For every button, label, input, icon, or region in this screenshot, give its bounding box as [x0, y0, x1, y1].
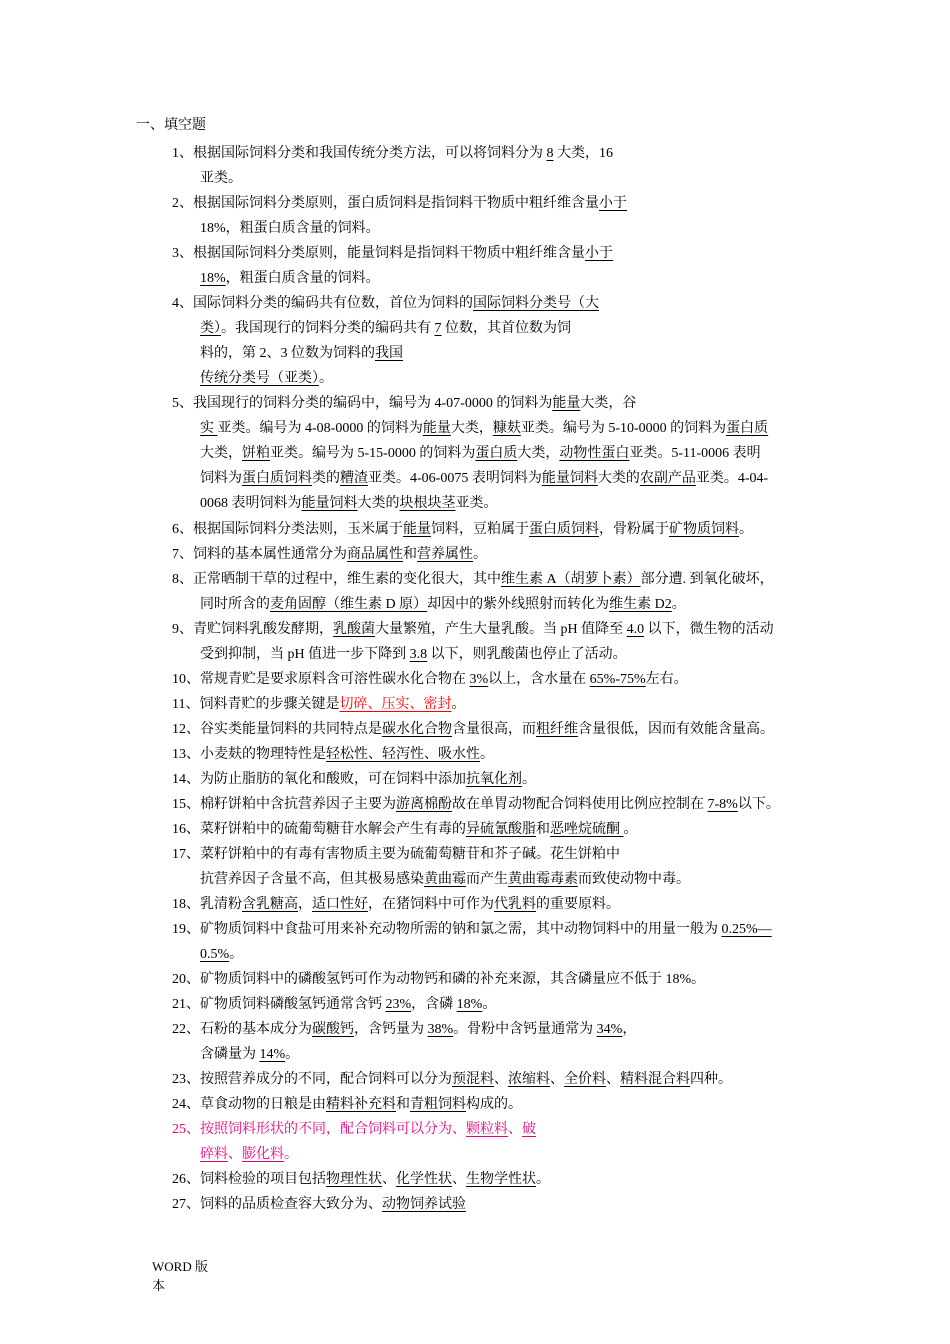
- question-text: 四种。: [690, 1072, 732, 1087]
- question-text: 亚类。编号为 5-15-0000 的饲料为: [270, 446, 476, 461]
- answer-blank: 维生素 D2: [609, 597, 672, 612]
- answer-blank: 国际饲料分类号（大: [473, 296, 599, 311]
- question-text: 、: [228, 1147, 242, 1162]
- question-line: [172, 592, 822, 617]
- question-item: [172, 1067, 822, 1092]
- answer-blank: 能量: [552, 396, 581, 411]
- question-item: [172, 767, 822, 792]
- question-line: [172, 341, 822, 366]
- question-line: [172, 767, 822, 792]
- question-line: [172, 166, 822, 191]
- question-text: 构成的。: [466, 1097, 522, 1112]
- question-text: 大类的: [597, 471, 640, 486]
- answer-blank: 动物性蛋白: [559, 446, 630, 461]
- question-text: 和: [396, 1097, 410, 1112]
- question-text: 21、矿物质饲料磷酸氢钙通常含钙: [172, 997, 386, 1012]
- question-text: ，骨粉属于: [599, 522, 669, 537]
- question-text: 。: [473, 547, 487, 562]
- answer-blank: 浓缩料: [508, 1072, 550, 1087]
- answer-blank: 适口性好: [312, 897, 368, 912]
- question-text: 亚类。编号为 5-10-0000 的饲料为: [520, 421, 727, 436]
- answer-blank: 矿物质饲料: [669, 522, 739, 537]
- question-item: [172, 567, 822, 617]
- question-line: [172, 1142, 822, 1167]
- answer-blank: 7-8%: [707, 797, 738, 812]
- answer-blank: 化学性状: [396, 1172, 452, 1187]
- question-text: 大类，16: [553, 146, 613, 161]
- question-text: 的重要原料。: [536, 897, 620, 912]
- answer-blank: 38%: [427, 1022, 454, 1037]
- question-text: 9、青贮饲料乳酸发酵期，: [172, 622, 333, 637]
- question-item: [172, 391, 822, 516]
- question-item: [172, 992, 822, 1017]
- question-line: [172, 391, 822, 416]
- question-text: 16、菜籽饼粕中的硫葡萄糖苷水解会产生有毒的: [172, 822, 466, 837]
- answer-blank: 蛋白质: [726, 421, 769, 436]
- question-line: [172, 942, 822, 967]
- question-text: 受到抑制，当 pH 值进一步下降到: [200, 647, 410, 662]
- answer-blank: 0.25%—: [721, 922, 772, 937]
- question-item: [172, 191, 822, 241]
- answer-blank: 农副产品: [639, 471, 696, 486]
- answer-blank: 能量饲料: [541, 471, 598, 486]
- question-text: 7、饲料的基本属性通常分为: [172, 547, 347, 562]
- question-text: 8、正常晒制干草的过程中，维生素的变化很大，其中: [172, 572, 501, 587]
- answer-blank: 碳酸钙: [312, 1022, 354, 1037]
- question-item: [172, 1167, 822, 1192]
- question-text: 、: [550, 1072, 564, 1087]
- question-item: [172, 1117, 822, 1167]
- question-line: [172, 466, 822, 491]
- question-text: 而产生: [466, 872, 508, 887]
- question-text: 、: [606, 1072, 620, 1087]
- question-text: 部分遭. 到氧化破坏，: [640, 572, 774, 587]
- answer-blank: 代乳料: [494, 897, 536, 912]
- answer-blank: 蛋白质饲料: [529, 522, 599, 537]
- question-line: [172, 967, 822, 992]
- answer-blank: 7: [434, 321, 442, 336]
- question-text: 27、饲料的品质检查容大致分为、: [172, 1197, 382, 1212]
- question-text: 以上，含水量在: [488, 672, 590, 687]
- question-text: 20、矿物质饲料中的磷酸氢钙可作为动物钙和磷的补充来源，其含磷量应不低于 18%。: [172, 972, 706, 987]
- question-item: [172, 967, 822, 992]
- question-text: 大类，: [450, 421, 493, 436]
- question-text: 6、根据国际饲料分类法则，玉米属于: [172, 522, 403, 537]
- question-line: [172, 642, 822, 667]
- question-text: 。: [285, 1047, 300, 1062]
- question-line: [172, 792, 822, 817]
- answer-blank: 34%: [596, 1022, 623, 1037]
- question-item: [172, 842, 822, 892]
- question-text: ，: [622, 1022, 637, 1037]
- question-item: [172, 667, 822, 692]
- question-text: 。: [480, 747, 494, 762]
- question-text: 左右。: [645, 672, 688, 687]
- answer-blank: 能量: [403, 522, 431, 537]
- question-text: 。: [623, 822, 638, 837]
- question-line: [172, 1017, 822, 1042]
- answer-blank: 膨化料: [242, 1147, 284, 1162]
- question-text: 和: [403, 547, 417, 562]
- question-text: 亚类。4-04-: [695, 471, 769, 486]
- question-line: [172, 1192, 822, 1217]
- question-line: [172, 742, 822, 767]
- question-text: 24、草食动物的日粮是由: [172, 1097, 326, 1112]
- question-text: 25、按照饲料形状的不同，配合饲料可以分为、: [172, 1122, 466, 1137]
- question-line: [172, 992, 822, 1017]
- question-item: [172, 542, 822, 567]
- question-text: 。: [536, 1172, 550, 1187]
- question-text: 而致使动物中毒。: [578, 872, 690, 887]
- question-text: 4、国际饲料分类的编码共有位数，首位为饲料的: [172, 296, 473, 311]
- answer-blank: 营养属性: [417, 547, 473, 562]
- answer-blank: 传统分类号（亚类）: [200, 371, 319, 386]
- question-text: 、: [452, 1172, 466, 1187]
- footer-line: 本: [152, 1278, 166, 1293]
- answer-blank: 生物学性状: [466, 1172, 536, 1187]
- question-text: 含磷量为: [200, 1047, 260, 1062]
- question-line: [172, 191, 822, 216]
- question-line: [172, 542, 822, 567]
- answer-blank: 动物饲养试验: [382, 1197, 466, 1212]
- question-text: 位数，其首位数为饲: [441, 321, 571, 336]
- answer-blank: 饼粕: [242, 446, 270, 461]
- question-text: 料的，第 2、3 位数为饲料的: [200, 346, 375, 361]
- question-text: 大类的: [357, 496, 400, 511]
- answer-blank: 乳酸菌: [333, 622, 375, 637]
- question-item: [172, 141, 822, 191]
- question-item: [172, 1092, 822, 1117]
- answer-blank: 恶唑烷硫酮: [550, 822, 624, 837]
- question-text: 。我国现行的饲料分类的编码共有: [221, 321, 435, 336]
- question-line: [172, 1092, 822, 1117]
- question-text: 同时所含的: [200, 597, 270, 612]
- answer-blank: 商品属性: [347, 547, 403, 562]
- answer-blank: 精料混合料: [620, 1072, 690, 1087]
- question-text: 大类，: [200, 446, 242, 461]
- question-text: 以下。: [737, 797, 780, 812]
- question-item: [172, 792, 822, 817]
- question-item: [172, 617, 822, 667]
- question-item: [172, 1192, 822, 1217]
- answer-blank: 18%: [200, 271, 226, 286]
- answer-blank: 全价料: [564, 1072, 606, 1087]
- question-text: 18%，粗蛋白质含量的饲料。: [200, 221, 380, 236]
- question-text: 亚类。: [455, 496, 498, 511]
- question-text: ，含磷: [411, 997, 457, 1012]
- question-text: 大类，: [517, 446, 560, 461]
- question-line: [172, 667, 822, 692]
- answer-blank: 小于: [585, 246, 613, 261]
- answer-blank: 0.5%: [200, 947, 230, 962]
- question-line: [172, 842, 822, 867]
- question-text: 1、根据国际饲料分类和我国传统分类方法，可以将饲料分为: [172, 146, 547, 161]
- question-text: 亚类。: [200, 171, 242, 186]
- question-line: [172, 867, 822, 892]
- question-text: 。: [739, 522, 753, 537]
- question-text: 11、饲料青贮的步骤关键是: [172, 697, 340, 712]
- question-text: 类的: [312, 471, 340, 486]
- answer-blank: 青粗饲料: [410, 1097, 466, 1112]
- question-line: [172, 1167, 822, 1192]
- section-title: 一、填空题: [136, 118, 206, 133]
- question-text: 26、饲料检验的项目包括: [172, 1172, 326, 1187]
- question-text: 。: [671, 597, 686, 612]
- question-text: 、: [494, 1072, 508, 1087]
- answer-blank: 3.8: [409, 647, 428, 662]
- answer-blank: 破: [522, 1122, 536, 1137]
- answer-blank: 23%: [385, 997, 412, 1012]
- answer-blank: 4.0: [626, 622, 645, 637]
- question-item: [172, 717, 822, 742]
- question-line: [172, 517, 822, 542]
- question-item: [172, 917, 822, 967]
- question-line: [172, 817, 822, 842]
- question-text: 却因中的紫外线照射而转化为: [427, 597, 610, 612]
- question-item: [172, 892, 822, 917]
- answer-blank: 物理性状: [326, 1172, 382, 1187]
- answer-blank: 我国: [375, 346, 403, 361]
- question-item: [172, 742, 822, 767]
- answer-blank: 粗纤维: [536, 722, 578, 737]
- question-line: [172, 567, 822, 592]
- question-text: 含量很低，因而有效能含量高。: [578, 722, 774, 737]
- question-item: [172, 517, 822, 542]
- question-text: 故在单胃动物配合饲料使用比例应控制在: [452, 797, 708, 812]
- answer-blank: 8: [546, 146, 554, 161]
- question-text: 22、石粉的基本成分为: [172, 1022, 312, 1037]
- question-item: [172, 692, 822, 717]
- question-line: [172, 316, 822, 341]
- question-text: 。: [522, 772, 536, 787]
- question-text: 。: [229, 947, 244, 962]
- question-line: [172, 291, 822, 316]
- question-line: [172, 216, 822, 241]
- answer-blank: 能量: [422, 421, 451, 436]
- question-line: [172, 1067, 822, 1092]
- answer-blank: 糟渣: [340, 471, 368, 486]
- answer-blank: 切碎、压实、密封: [339, 697, 452, 712]
- question-line: [172, 141, 822, 166]
- question-line: [172, 892, 822, 917]
- question-text: 13、小麦麸的物理特性是: [172, 747, 326, 762]
- answer-blank: 碳水化合物: [382, 722, 452, 737]
- answer-blank: 含乳糖高: [242, 897, 298, 912]
- question-text: ，: [298, 897, 312, 912]
- question-text: 以下，微生物的活动: [644, 622, 774, 637]
- question-line: [172, 491, 822, 516]
- answer-blank: 18%: [456, 997, 483, 1012]
- question-text: 、: [508, 1122, 522, 1137]
- question-text: 。骨粉中含钙量通常为: [453, 1022, 597, 1037]
- answer-blank: 蛋白质饲料: [242, 471, 312, 486]
- question-text: 18、乳清粉: [172, 897, 242, 912]
- question-text: ，粗蛋白质含量的饲料。: [225, 271, 380, 286]
- question-line: [172, 1042, 822, 1067]
- question-text: 大量繁殖，产生大量乳酸。当 pH 值降至: [375, 622, 627, 637]
- question-line: [172, 917, 822, 942]
- question-text: 。: [284, 1147, 298, 1162]
- answer-blank: 预混料: [452, 1072, 494, 1087]
- question-text: 。: [482, 997, 497, 1012]
- answer-blank: 实: [200, 421, 218, 436]
- answer-blank: 小于: [599, 196, 627, 211]
- question-text: 23、按照营养成分的不同，配合饲料可以分为: [172, 1072, 452, 1087]
- question-text: 17、菜籽饼粕中的有毒有害物质主要为硫葡萄糖苷和芥子碱。花生饼粕中: [172, 847, 620, 862]
- question-text: ，含钙量为: [354, 1022, 428, 1037]
- question-line: [172, 441, 822, 466]
- question-line: [172, 266, 822, 291]
- question-item: [172, 817, 822, 842]
- answer-blank: 轻松性、轻泻性、吸水性: [326, 747, 480, 762]
- question-text: 14、为防止脂肪的氧化和酸败，可在饲料中添加: [172, 772, 466, 787]
- answer-blank: 3%: [469, 672, 489, 687]
- answer-blank: 麦角固醇（维生素 D 原）: [270, 597, 428, 612]
- question-line: [172, 717, 822, 742]
- question-text: 12、谷实类能量饲料的共同特点是: [172, 722, 382, 737]
- question-line: [172, 366, 822, 391]
- question-text: 大类，谷: [580, 396, 637, 411]
- question-item: [172, 1017, 822, 1067]
- question-text: 。: [319, 371, 333, 386]
- question-line: [172, 241, 822, 266]
- question-text: 5、我国现行的饲料分类的编码中，编号为 4-07-0000 的饲料为: [172, 396, 553, 411]
- answer-blank: 精料补充料: [326, 1097, 396, 1112]
- question-line: [172, 692, 822, 717]
- question-text: 以下，则乳酸菌也停止了活动。: [427, 647, 627, 662]
- answer-blank: 抗氧化剂: [466, 772, 522, 787]
- question-text: 2、根据国际饲料分类原则，蛋白质饲料是指饲料干物质中粗纤维含量: [172, 196, 599, 211]
- question-text: 、: [382, 1172, 396, 1187]
- question-text: 饲料为: [200, 471, 242, 486]
- question-text: 饲料，豆粕属于: [431, 522, 529, 537]
- question-text: 。: [451, 697, 466, 712]
- answer-blank: 65%-75%: [589, 672, 646, 687]
- question-line: [172, 1117, 822, 1142]
- answer-blank: 块根块茎: [399, 496, 456, 511]
- question-text: 含量很高，而: [452, 722, 536, 737]
- question-line: [172, 416, 822, 441]
- question-text: 抗营养因子含量不高，但其极易感染: [200, 872, 424, 887]
- question-text: 0068 表明饲料为: [200, 496, 302, 511]
- answer-blank: 类）: [200, 321, 221, 336]
- question-text: 亚类。5-11-0006 表明: [629, 446, 761, 461]
- question-text: 19、矿物质饲料中食盐可用来补充动物所需的钠和氯之需，其中动物饲料中的用量一般为: [172, 922, 722, 937]
- answer-blank: 黄曲霉: [424, 872, 466, 887]
- answer-blank: 蛋白质: [475, 446, 518, 461]
- answer-blank: 颗粒料: [466, 1122, 508, 1137]
- question-text: 10、常规青贮是要求原料含可溶性碳水化合物在: [172, 672, 470, 687]
- question-text: 3、根据国际饲料分类原则，能量饲料是指饲料干物质中粗纤维含量: [172, 246, 585, 261]
- answer-blank: 游离棉酚: [396, 797, 452, 812]
- footer-line: WORD 版: [152, 1259, 208, 1274]
- answer-blank: 维生素 A（胡萝卜素）: [501, 572, 641, 587]
- question-item: [172, 241, 822, 291]
- question-line: [172, 617, 822, 642]
- question-text: 亚类。4-06-0075 表明饲料为: [368, 471, 542, 486]
- question-item: [172, 291, 822, 391]
- answer-blank: 碎料: [200, 1147, 228, 1162]
- question-text: 亚类。编号为 4-08-0000 的饲料为: [217, 421, 423, 436]
- answer-blank: 糠麸: [492, 421, 521, 436]
- answer-blank: 能量饲料: [301, 496, 358, 511]
- answer-blank: 14%: [259, 1047, 286, 1062]
- footer-label: [152, 1257, 208, 1295]
- answer-blank: 黄曲霉毒素: [508, 872, 578, 887]
- question-text: ，在猪饲料中可作为: [368, 897, 494, 912]
- question-text: 和: [536, 822, 550, 837]
- question-text: 15、棉籽饼粕中含抗营养因子主要为: [172, 797, 396, 812]
- answer-blank: 异硫氰酸脂: [466, 822, 536, 837]
